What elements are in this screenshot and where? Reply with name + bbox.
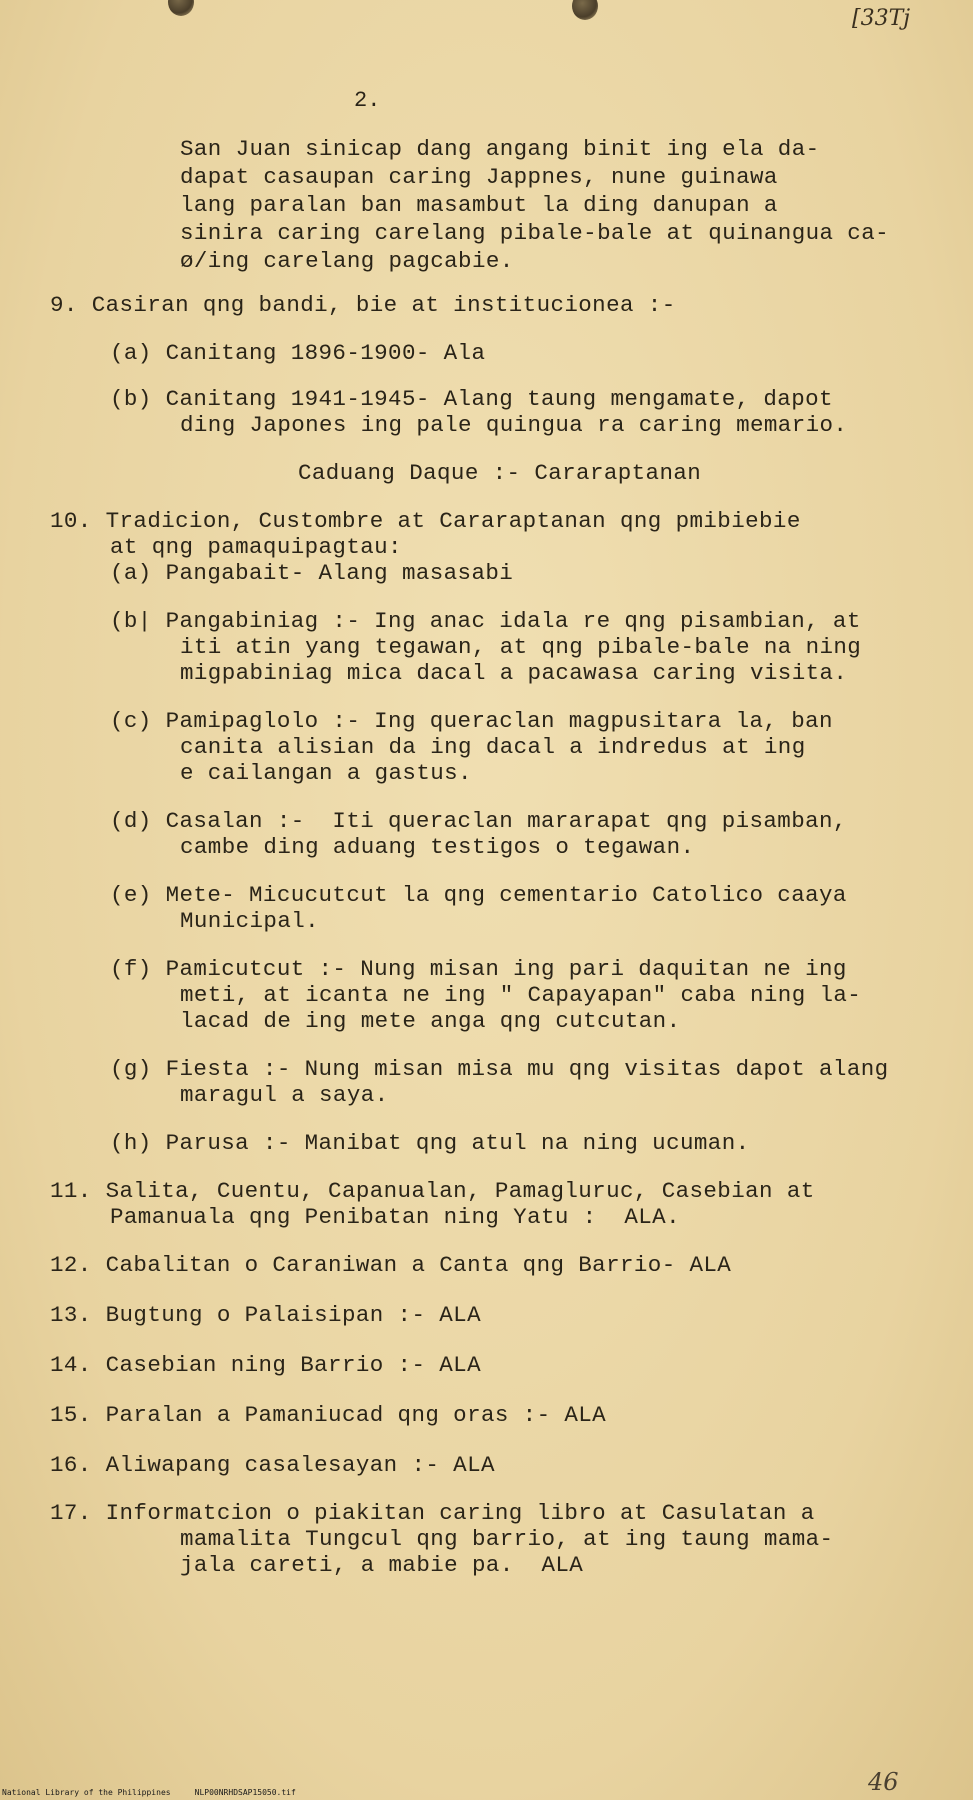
section-heading: 16. Aliwapang casalesayan :- ALA	[50, 1452, 495, 1478]
section-heading-continuation: jala careti, a mabie pa. ALA	[180, 1552, 584, 1578]
intro-line: lang paralan ban masambut la ding danupan a	[180, 192, 778, 218]
section-heading: 14. Casebian ning Barrio :- ALA	[50, 1352, 481, 1378]
intro-line: dapat casaupan caring Jappnes, nune guinawa	[180, 164, 778, 190]
archive-footer: National Library of the Philippines NLP00NRHDSAP15050.tif	[2, 1788, 296, 1797]
subsection-title: Caduang Daque :- Cararaptanan	[298, 460, 702, 486]
list-item: (b) Canitang 1941-1945- Alang taung mengamate, dapot	[110, 386, 833, 412]
list-item-continuation: canita alisian da ing dacal a indredus at ing	[180, 734, 806, 760]
list-item-continuation: Municipal.	[180, 908, 320, 934]
list-item: (d) Casalan :- Iti queraclan mararapat qng pisamban,	[110, 808, 847, 834]
handwritten-page-mark: 46	[868, 1768, 899, 1796]
list-item-continuation: cambe ding aduang testigos o tegawan.	[180, 834, 695, 860]
list-item-continuation: meti, at icanta ne ing " Capayapan" caba ning la-	[180, 982, 862, 1008]
section-heading: 15. Paralan a Pamaniucad qng oras :- ALA	[50, 1402, 607, 1428]
intro-line: San Juan sinicap dang angang binit ing ela da-	[180, 136, 820, 162]
punch-hole	[168, 0, 194, 16]
list-item-continuation: ding Japones ing pale quingua ra caring memario.	[180, 412, 848, 438]
list-item: (f) Pamicutcut :- Nung misan ing pari daquitan ne ing	[110, 956, 847, 982]
punch-hole	[572, 0, 598, 20]
section-heading-continuation: Pamanuala qng Penibatan ning Yatu : ALA.	[110, 1204, 680, 1230]
section-heading-continuation: at qng pamaquipagtau:	[110, 534, 402, 560]
intro-line: ø/ing carelang pagcabie.	[180, 248, 514, 274]
section-heading: 13. Bugtung o Palaisipan :- ALA	[50, 1302, 481, 1328]
page-number: 2.	[354, 88, 381, 113]
list-item: (h) Parusa :- Manibat qng atul na ning ucuman.	[110, 1130, 750, 1156]
list-item: (e) Mete- Micucutcut la qng cementario Catolico caaya	[110, 882, 847, 908]
list-item-continuation: maragul a saya.	[180, 1082, 389, 1108]
section-heading: 17. Informatcion o piakitan caring libro at Casulatan a	[50, 1500, 815, 1526]
section-heading-continuation: mamalita Tungcul qng barrio, at ing taung mama-	[180, 1526, 834, 1552]
section-heading: 11. Salita, Cuentu, Capanualan, Pamagluruc, Casebian at	[50, 1178, 815, 1204]
archive-mark: [33Tj	[852, 6, 911, 31]
section-heading: 9. Casiran qng bandi, bie at institucionea :-	[50, 292, 676, 318]
list-item: (b| Pangabiniag :- Ing anac idala re qng pisambian, at	[110, 608, 861, 634]
list-item: (a) Canitang 1896-1900- Ala	[110, 340, 486, 366]
section-heading: 10. Tradicion, Custombre at Cararaptanan qng pmibiebie	[50, 508, 801, 534]
list-item-continuation: migpabiniag mica dacal a pacawasa caring visita.	[180, 660, 848, 686]
list-item: (a) Pangabait- Alang masasabi	[110, 560, 514, 586]
list-item-continuation: e cailangan a gastus.	[180, 760, 472, 786]
list-item-continuation: lacad de ing mete anga qng cutcutan.	[180, 1008, 681, 1034]
list-item: (g) Fiesta :- Nung misan misa mu qng visitas dapot alang	[110, 1056, 889, 1082]
list-item-continuation: iti atin yang tegawan, at qng pibale-bale na ning	[180, 634, 862, 660]
intro-line: sinira caring carelang pibale-bale at quinangua ca-	[180, 220, 890, 246]
section-heading: 12. Cabalitan o Caraniwan a Canta qng Barrio- ALA	[50, 1252, 732, 1278]
list-item: (c) Pamipaglolo :- Ing queraclan magpusitara la, ban	[110, 708, 833, 734]
